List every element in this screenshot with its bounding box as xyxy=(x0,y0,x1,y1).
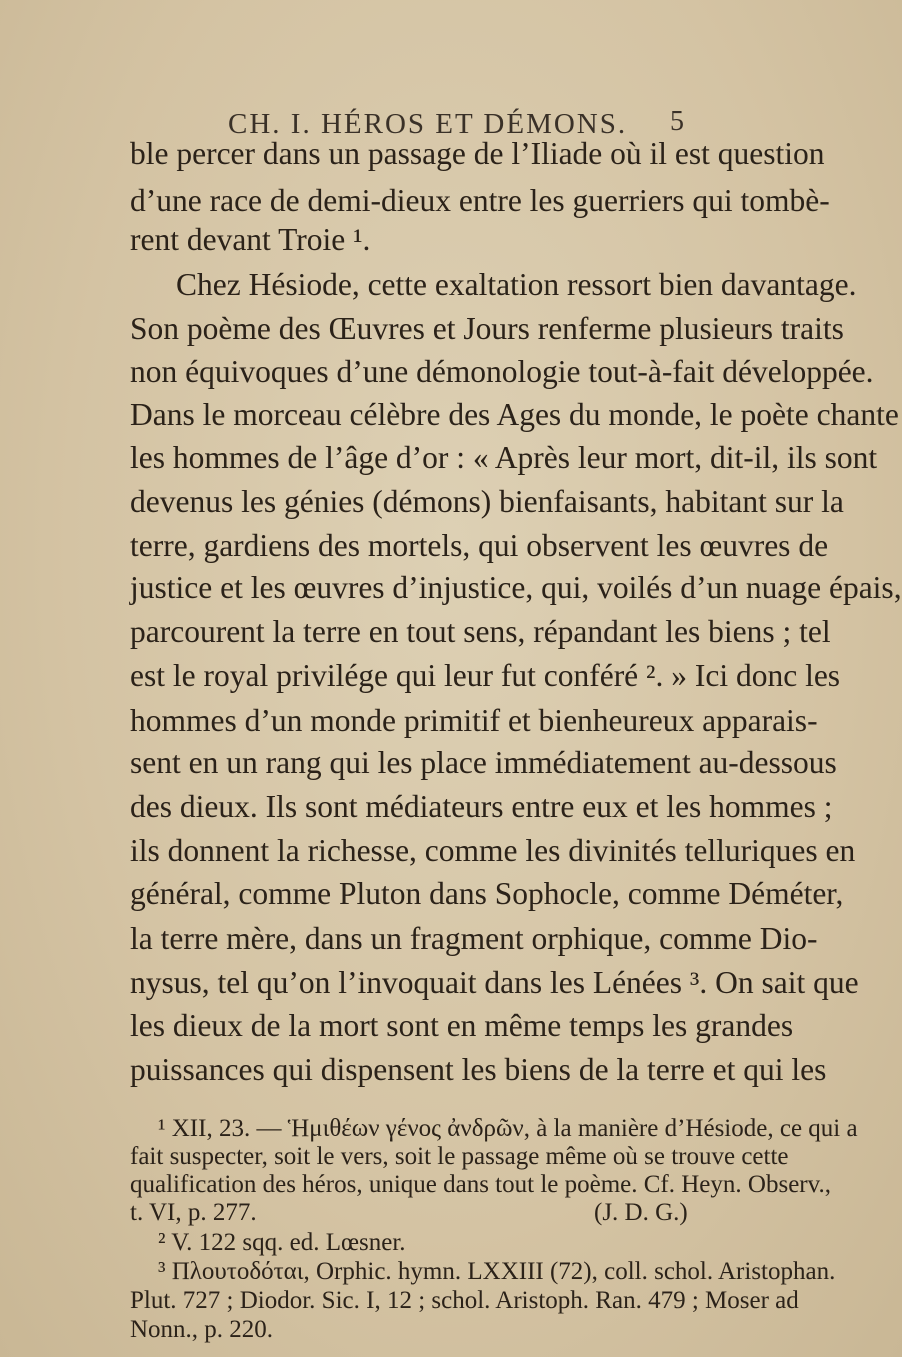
body-line: général, comme Pluton dans Sophocle, comme Déméter, xyxy=(130,876,844,912)
body-line: les dieux de la mort sont en même temps les grandes xyxy=(130,1007,794,1043)
body-line: rent devant Troie ¹. xyxy=(130,221,371,257)
body-line: la terre mère, dans un fragment orphique, comme Dio- xyxy=(130,920,818,956)
running-title: CH. I. HÉROS ET DÉMONS. xyxy=(228,108,628,141)
body-line: des dieux. Ils sont médiateurs entre eux et les hommes ; xyxy=(130,789,833,825)
footnote-signature: (J. D. G.) xyxy=(594,1199,688,1227)
body-line: les hommes de l’âge d’or : « Après leur mort, dit-il, ils sont xyxy=(130,440,878,476)
body-line: puissances qui dispensent les biens de la terre et qui les xyxy=(130,1051,827,1087)
body-line: hommes d’un monde primitif et bienheureux apparais- xyxy=(130,702,818,738)
body-line: d’une race de demi-dieux entre les guerriers qui tombè- xyxy=(130,183,830,219)
footnote-line: ³ Πλουτοδόται, Orphic. hymn. LXXIII (72), coll. schol. Aristophan. xyxy=(158,1257,836,1285)
body-line: Chez Hésiode, cette exaltation ressort bien davantage. xyxy=(176,266,857,302)
footnote-line: t. VI, p. 277. xyxy=(130,1199,257,1227)
body-line: nysus, tel qu’on l’invoquait dans les Lénées ³. On sait que xyxy=(130,964,859,1000)
footnote-line: ² V. 122 sqq. ed. Lœsner. xyxy=(158,1229,406,1257)
body-line: justice et les œuvres d’injustice, qui, voilés d’un nuage épais, xyxy=(130,570,902,606)
body-line: ble percer dans un passage de l’Iliade où il est question xyxy=(130,136,825,171)
body-line: terre, gardiens des mortels, qui observent les œuvres de xyxy=(130,527,829,563)
body-line: ils donnent la richesse, comme les divinités telluriques en xyxy=(130,833,856,869)
body-line: est le royal privilége qui leur fut conféré ². » Ici donc les xyxy=(130,657,841,693)
footnote-line: ¹ XII, 23. — Ἡμιθέων γένος ἀνδρῶν, à la manière d’Hésiode, ce qui a xyxy=(158,1114,858,1142)
body-line: Son poème des Œuvres et Jours renferme plusieurs traits xyxy=(130,310,844,346)
body-line: sent en un rang qui les place immédiatement au-dessous xyxy=(130,744,837,780)
footnote-line: qualification des héros, unique dans tout le poème. Cf. Heyn. Observ., xyxy=(130,1171,831,1199)
body-line: non équivoques d’une démonologie tout-à-fait développée. xyxy=(130,353,874,389)
footnote-line: Nonn., p. 220. xyxy=(130,1315,274,1343)
body-line: Dans le morceau célèbre des Ages du monde, le poète chante xyxy=(130,397,899,433)
footnote-line: Plut. 727 ; Diodor. Sic. I, 12 ; schol. Aristoph. Ran. 479 ; Moser ad xyxy=(130,1286,799,1314)
footnote-line: fait suspecter, soit le vers, soit le passage même où se trouve cette xyxy=(130,1142,789,1170)
page-number: 5 xyxy=(670,106,684,138)
body-line: devenus les génies (démons) bienfaisants, habitant sur la xyxy=(130,483,844,519)
body-line: parcourent la terre en tout sens, répandant les biens ; tel xyxy=(130,614,831,650)
